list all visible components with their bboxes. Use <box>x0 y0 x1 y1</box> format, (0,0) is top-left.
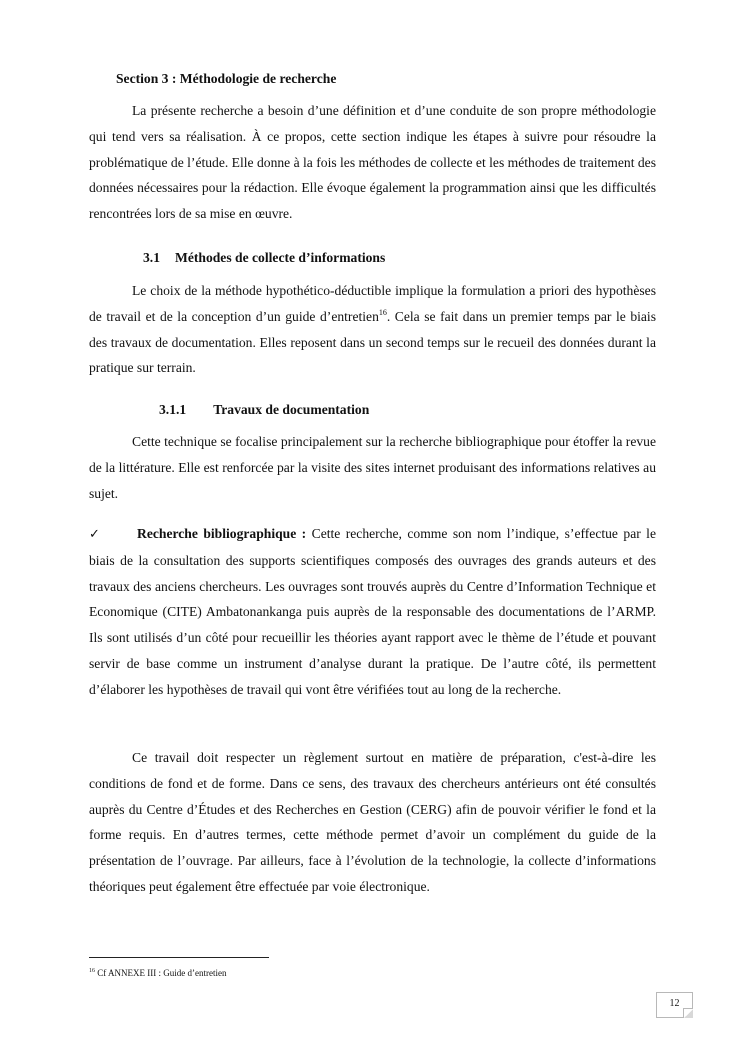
subsubsection-heading <box>159 402 369 418</box>
footnote-reference: 16 <box>378 307 387 317</box>
footnote-text: Cf ANNEXE III : Guide d’entretien <box>95 968 227 978</box>
subsubsection-title: Travaux de documentation <box>213 402 370 417</box>
page-number: 12 <box>669 998 680 1009</box>
footnote-number: 16 <box>89 968 95 974</box>
footnote-divider <box>89 957 269 958</box>
subsubsection-paragraph: Cette technique se focalise principalement sur la recherche bibliographique pour étoffer la revue de la littérature. Elle est renforcée par la visite des sites internet produisant des informations relatives au sujet. <box>89 434 656 501</box>
intro-paragraph: La présente recherche a besoin d’une définition et d’une conduite de son propre méthodologie qui tend vers sa réalisation. À ce propos, cette section indique les étapes à suivre pour résoudre la problématique de l’étude. Elle donne à la fois les méthodes de collecte et les méthodes de traitement des données nécessaires pour la rédaction. Elle évoque également la programmation ainsi que les difficultés rencontrées lors de sa mise en œuvre. <box>89 103 656 222</box>
bullet-text: Cette recherche, comme son nom l’indique, s’effectue par le biais de la consultation des supports scientifiques composés des ouvrages des grands auteurs et des travaux des anciens chercheurs. Les ouvrages sont trouvés auprès du Centre d’Information Technique et Economique (CITE) Ambatonankanga puis auprès de la responsable des documentations de l’ARMP. Ils sont utilisés d’un côté pour recueillir les théories ayant rapport avec le thème de l’étude et pouvant servir de base comme un instrument d’analyse durant la pratique. De l’autre côté, ils permettent d’élaborer les hypothèses de travail qui vont être vérifiées tout au long de la recherche. <box>89 526 656 697</box>
subsection-title: Méthodes de collecte d’informations <box>175 250 386 265</box>
section-title: Section 3 : Méthodologie de recherche <box>116 71 337 86</box>
footnote <box>89 968 226 978</box>
subsection-paragraph-continuation: . Cela se fait dans un premier temps par le biais des travaux de documentation. Elles reposent dans un second temps sur le recueil des données durant la pratique sur terrain. <box>89 308 657 376</box>
bullet-item <box>89 521 656 703</box>
subsubsection-number: 3.1.1 <box>159 402 187 417</box>
subsection-heading <box>143 250 385 266</box>
subsection-paragraph <box>89 278 656 381</box>
subsection-number: 3.1 <box>143 250 160 265</box>
checkmark-icon: ✓ <box>89 527 100 542</box>
page-fold-icon <box>683 1008 693 1018</box>
page-number-box <box>656 992 693 1018</box>
bullet-label: Recherche bibliographique : <box>137 526 307 541</box>
closing-paragraph: Ce travail doit respecter un règlement surtout en matière de préparation, c'est-à-dire les conditions de fond et de forme. Dans ce sens, des travaux des chercheurs antérieurs ont été consultés auprès du Centre d’Études et des Recherches en Gestion (CERG) afin de pouvoir vérifier le fond et la forme requis. En d’autres termes, cette méthode permet d’avoir un complément du guide de la présentation de l’ouvrage. Par ailleurs, face à l’évolution de la technologie, la collecte d’informations théoriques peut également être effectuée par voie électronique. <box>89 750 656 894</box>
subsection-paragraph-text: Le choix de la méthode hypothético-déductible implique la formulation a priori des hypothèses de travail et de la conception d’un guide d’entretien <box>89 283 656 324</box>
